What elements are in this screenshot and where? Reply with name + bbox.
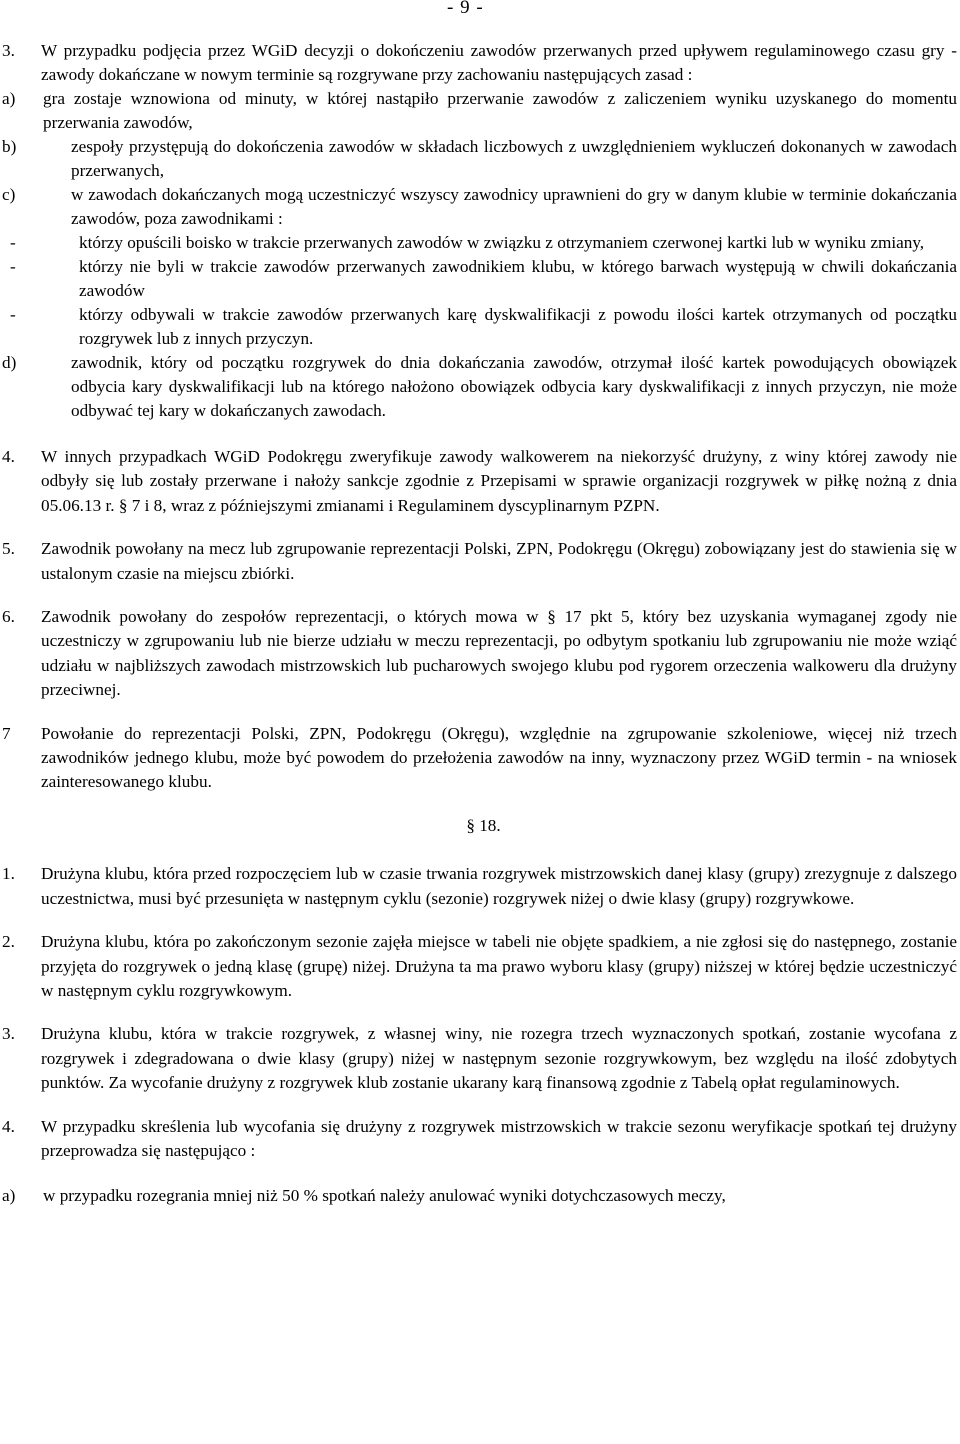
section-paragraph-4 (0, 1115, 957, 1164)
item-text: w przypadku rozegrania mniej niż 50 % spotkań należy anulować wyniki dotychczasowych meczy, (43, 1186, 726, 1206)
paragraph-3-items (0, 87, 957, 423)
item-a (0, 87, 957, 135)
paragraph-number: 5. (2, 539, 15, 559)
dash-text: którzy opuścili boisko w trakcie przerwanych zawodów w związku z otrzymaniem czerwonej kartki lub w wyniku zmiany, (79, 233, 925, 252)
item-label: a) (2, 89, 16, 108)
section-heading: § 18. (466, 815, 501, 835)
paragraph-text: Zawodnik powołany do zespołów reprezentacji, o których mowa w § 17 pkt 5, który bez uzyskania wymaganej zgody nie uczestniczy w zgrupowaniu lub nie bierze udziału w meczu reprezentacji, po odbytym spotkaniu lub zgrupowaniu nie może wziąć udziału w najbliższych zawodach mistrzowskich lub pucharowych swojego klubu pod rygorem orzeczenia walkoweru dla drużyny przeciwnej. (41, 607, 957, 700)
paragraph-7 (0, 722, 957, 795)
paragraph-5 (0, 537, 957, 586)
paragraph-text: W innych przypadkach WGiD Podokręgu zweryfikuje zawody walkowerem na niekorzyść drużyny, z winy której zawody nie odbyły się lub zostały przerwane i nałoży sankcje zgodnie z Przepisami w sprawie organizacji rozgrywek w piłkę nożną z dnia 05.06.13 r. § 7 i 8, wraz z późniejszymi zmianami i Regulaminem dyscyplinarnym PZPN. (41, 447, 957, 515)
dash-text: którzy nie byli w trakcie zawodów przerwanych zawodnikiem klubu, w którego barwach występują w chwili dokańczania zawodów (79, 257, 957, 300)
paragraph-intro: W przypadku podjęcia przez WGiD decyzji o dokończeniu zawodów przerwanych przed upływem regulaminowego czasu gry - zawody dokańczane w nowym terminie są rozgrywane przy zachowaniu następujących zasad : (41, 41, 957, 84)
item-b (0, 135, 957, 183)
section-paragraph-3 (0, 1022, 957, 1095)
item-label: d) (2, 353, 17, 372)
section-paragraph-1 (0, 862, 957, 911)
paragraph-4 (0, 445, 957, 518)
dash-marker: - (10, 257, 16, 276)
item-label: b) (2, 137, 17, 156)
document-body (0, 39, 957, 1209)
paragraph-number: 1. (2, 864, 15, 884)
item-label: c) (2, 185, 16, 204)
dash-text: którzy odbywali w trakcie zawodów przerwanych karę dyskwalifikacji z powodu ilości kartek otrzymanych od początku rozgrywek lub z innych przyczyn. (79, 305, 957, 348)
section-paragraph-2 (0, 930, 957, 1003)
dash-item-1 (0, 231, 957, 255)
item-d (0, 351, 957, 423)
paragraph-number: 2. (2, 932, 15, 952)
paragraph-6 (0, 605, 957, 703)
paragraph-3 (0, 39, 957, 87)
dash-item-2 (0, 255, 957, 303)
paragraph-text: W przypadku skreślenia lub wycofania się drużyny z rozgrywek mistrzowskich w trakcie sezonu weryfikacje spotkań tej drużyny przeprowadza się następująco : (41, 1116, 957, 1160)
paragraph-text: Powołanie do reprezentacji Polski, ZPN, Podokręgu (Okręgu), względnie na zgrupowanie szkoleniowe, więcej niż trzech zawodników jednego klubu, może być powodem do przełożenia zawodów na inny, wyznaczony przez WGiD termin - na wniosek zainteresowanego klubu. (41, 723, 957, 792)
dash-marker: - (10, 233, 16, 252)
paragraph-number: 6. (2, 607, 15, 627)
item-text: gra zostaje wznowiona od minuty, w której nastąpiło przerwanie zawodów z zaliczeniem wyniku uzyskanego do momentu przerwania zawodów, (43, 89, 957, 132)
paragraph-text: Drużyna klubu, która po zakończonym sezonie zajęła miejsce w tabeli nie objęte spadkiem, a nie zgłosi się do następnego, zostanie przyjęta do rozgrywek o jedną klasę (grupę) niżej. Drużyna ta ma prawo wyboru klasy (grupy) niższej w której będzie uczestniczyć w następnym cyklu rozgrywkowym. (41, 932, 957, 1000)
item-label: a) (2, 1186, 16, 1206)
item-text: zawodnik, który od początku rozgrywek do dnia dokańczania zawodów, otrzymał ilość kartek powodujących obowiązek odbycia kary dyskwalifikacji lub na którego nałożono obowiązek odbycia kary dyskwalifikacji z innych przyczyn, nie może odbywać tej kary w dokańczanych zawodach. (71, 353, 957, 420)
paragraph-number: 3. (2, 1024, 15, 1044)
dash-marker: - (10, 305, 16, 324)
dash-item-3 (0, 303, 957, 351)
paragraph-number: 3. (2, 41, 15, 60)
paragraph-number: 4. (2, 447, 15, 466)
section-4-item-a (0, 1184, 957, 1208)
paragraph-text: Zawodnik powołany na mecz lub zgrupowanie reprezentacji Polski, ZPN, Podokręgu (Okręgu) zobowiązany jest do stawienia się w ustalonym czasie na miejscu zbiórki. (41, 539, 957, 583)
item-text: w zawodach dokańczanych mogą uczestniczyć wszyscy zawodnicy uprawnieni do gry w danym klubie w terminie dokańczania zawodów, poza zawodnikami : (71, 185, 957, 228)
paragraph-number: 4. (2, 1116, 15, 1136)
paragraph-text: Drużyna klubu, która przed rozpoczęciem lub w czasie trwania rozgrywek mistrzowskich danej klasy (grupy) zrezygnuje z dalszego uczestnictwa, musi być przesunięta w następnym cyklu (sezonie) rozgrywek niżej o dwie klasy (grupy) rozgrywkowe. (41, 864, 957, 908)
paragraph-text: Drużyna klubu, która w trakcie rozgrywek, z własnej winy, nie rozegra trzech wyznaczonych spotkań, zostanie wycofana z rozgrywek i zdegradowana o dwie klasy (grupy) niżej w następnym sezonie rozgrywkowym, bez względu na ilość zdobytych punktów. Za wycofanie drużyny z rozgrywek klub zostanie ukarany karą finansową zgodnie z Tabelą opłat regulaminowych. (41, 1024, 957, 1093)
paragraph-number: 7 (2, 723, 11, 743)
page-number: - 9 - (447, 0, 484, 18)
item-c (0, 183, 957, 231)
item-text: zespoły przystępują do dokończenia zawodów w składach liczbowych z uwzględnieniem wykluczeń dokonanych w zawodach przerwanych, (71, 137, 957, 180)
